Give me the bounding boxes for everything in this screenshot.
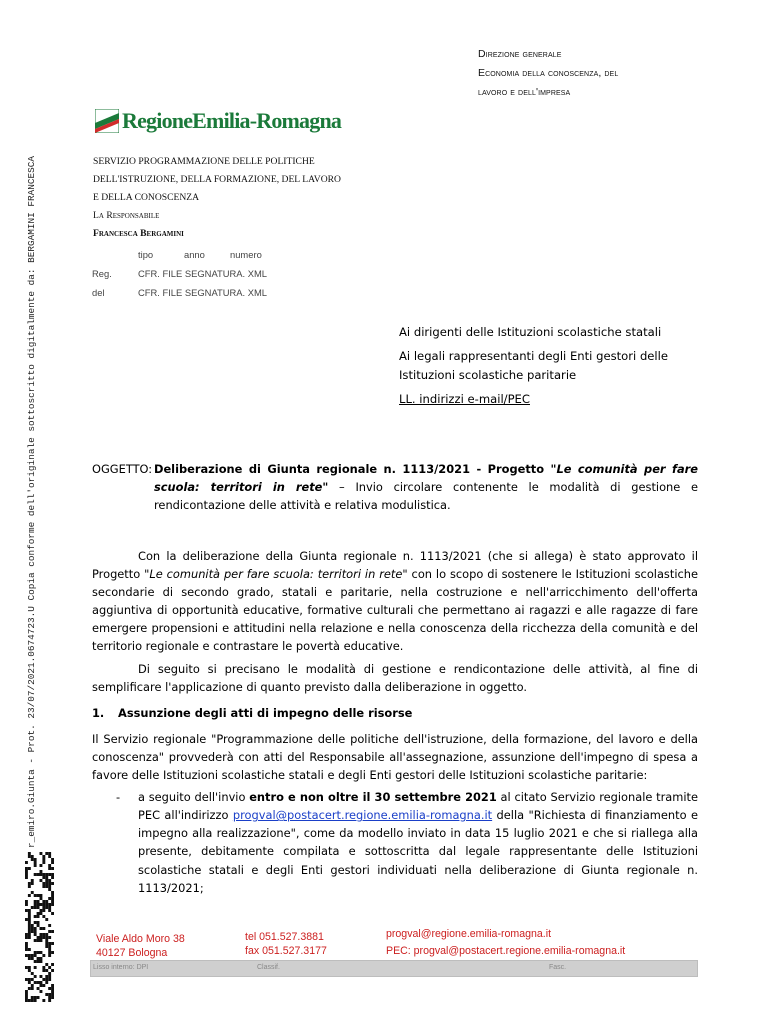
paragraph-1-b: " con lo scopo di sostenere le Istituzioni scolastiche secondarie di secondo grado, statali e paritarie, nella costruzione e nell'arricchimento dell'offerta aggiuntiva di opportunità educative, formative culturali che permettano ai ragazzi e alle ragazze di fare emergere propensioni e attitudini nella relazione e nella conoscenza della ricchezza della comunità e del territorio regionale e contrastare le povertà educative. [92, 567, 698, 654]
paragraph-1-a: Con la deliberazione della Giunta regionale n. 1113/2021 (che si allega) è stato approvato il Progetto " [92, 549, 698, 582]
section-title: Assunzione degli atti di impegno delle risorse [118, 705, 413, 720]
side-stamp-text: r_emiro.Giunta - Prot. 23/07/2021.0674723.U Copia conforme dell'originale sottoscritto digitalmente da: BERGAMINI FRANCESCA [26, 156, 37, 848]
footer-pec[interactable]: PEC: progval@postacert.regione.emilia-romagna.it [386, 945, 626, 957]
subject-block [92, 460, 698, 514]
subject-bold-italic: Le comunità per fare scuola: territori in rete [154, 462, 698, 494]
direction-line-2: Economia della conoscenza, del [478, 67, 619, 79]
region-logo [95, 108, 342, 140]
recipient-2 [399, 347, 668, 385]
direction-line-1: Direzione generale [478, 48, 562, 60]
letter-body [92, 547, 698, 901]
protocol-value: CFR. FILE SEGNATURA. XML [138, 287, 268, 298]
direction-line-3: lavoro e dell'impresa [478, 86, 571, 98]
paragraph-2: Di seguito si precisano le modalità di gestione e rendicontazione delle attività, al fine di semplificare l'applicazione di quanto previsto dalla deliberazione in oggetto. [92, 661, 698, 694]
bullet-text-a: a seguito dell'invio [138, 790, 250, 805]
recipient-2-line-a: Ai legali rappresentanti degli Enti gestori delle [399, 349, 669, 363]
section-heading-1 [92, 704, 698, 722]
paragraph-3: Il Servizio regionale "Programmazione delle politiche dell'istruzione, della formazione, del lavoro e della conoscenza" provvederà con atti del Responsabile all'assegnazione, assunzione dell'impegno di spesa a favore delle Istituzioni scolastiche statali e degli Enti gestori delle Istituzioni scolastiche paritarie: [92, 731, 698, 783]
protocol-header-anno: anno [184, 249, 205, 260]
bullet-deadline: entro e non oltre il 30 settembre 2021 [249, 790, 497, 805]
list-item [92, 788, 698, 897]
footer-email[interactable]: progval@regione.emilia-romagna.it [386, 928, 552, 940]
archive-bar-left: Lisso interno: DPI [93, 964, 149, 971]
footer-address-line-2: 40127 Bologna [96, 947, 168, 959]
paragraph-1 [92, 547, 698, 656]
qr-code-icon [25, 852, 54, 1002]
paragraph-1-italic: Le comunità per fare scuola: territori in rete [149, 567, 403, 582]
archive-bar [90, 960, 698, 977]
service-line-2: DELL'ISTRUZIONE, DELLA FORMAZIONE, DEL LAVORO [93, 174, 341, 185]
archive-bar-fasc: Fasc. [549, 964, 567, 971]
protocol-header-tipo: tipo [138, 249, 154, 260]
bullet-dash: - [116, 790, 121, 805]
subject-text [154, 460, 698, 514]
section-number: 1. [92, 705, 105, 720]
bullet-text-b: al citato Servizio regionale tramite PEC all'indirizzo [138, 790, 698, 823]
footer-phones [245, 930, 327, 958]
footer-emails [386, 926, 625, 960]
protocol-label: Reg. [92, 268, 112, 279]
subject-label: OGGETTO: [92, 462, 153, 476]
pec-email-link[interactable]: progval@postacert.regione.emilia-romagna.it [232, 808, 493, 823]
footer-address [96, 932, 185, 960]
footer-address-line-1: Viale Aldo Moro 38 [96, 933, 185, 945]
footer-tel: tel 051.527.3881 [245, 931, 324, 943]
archive-bar-classif: Classif. [257, 964, 280, 971]
direction-header [478, 45, 618, 102]
protocol-value: CFR. FILE SEGNATURA. XML [138, 268, 268, 279]
footer-fax: fax 051.527.3177 [245, 945, 327, 957]
protocol-header-numero: numero [230, 249, 262, 260]
recipients-block [399, 323, 668, 414]
recipient-2-line-b: Istituzioni scolastiche paritarie [399, 368, 577, 382]
service-line-1: SERVIZIO PROGRAMMAZIONE DELLE POLITICHE [93, 156, 315, 167]
recipient-1: Ai dirigenti delle Istituzioni scolastiche statali [399, 325, 662, 339]
service-manager-name: Francesca Bergamini [93, 228, 184, 239]
service-block [93, 153, 341, 243]
region-logo-text: RegioneEmilia-Romagna [122, 108, 342, 133]
service-line-3: E DELLA CONOSCENZA [93, 192, 200, 203]
subject-bold: Deliberazione di Giunta regionale n. 1113/2021 - Progetto " [154, 462, 557, 476]
protocol-label: del [92, 287, 105, 298]
subject-bold-end: " [322, 480, 329, 494]
recipient-addresses: LL. indirizzi e-mail/PEC [399, 392, 530, 406]
region-flag-icon [95, 109, 119, 133]
subject-rest: – Invio circolare contenente le modalità di gestione e rendicontazione delle attività e relativa modulistica. [154, 480, 699, 512]
side-signature-stamp [26, 96, 42, 848]
bullet-text-c: della "Richiesta di finanziamento e impegno alla realizzazione", come da modello inviato in data 15 luglio 2021 e che si riallega alla presente, debitamente compilata e sottoscritta dal legale rappresentante delle Istituzioni scolastiche statali e degli Enti gestori individuati nella deliberazione di Giunta regionale n. 1113/2021; [138, 808, 698, 895]
service-role: La Responsabile [93, 210, 160, 221]
